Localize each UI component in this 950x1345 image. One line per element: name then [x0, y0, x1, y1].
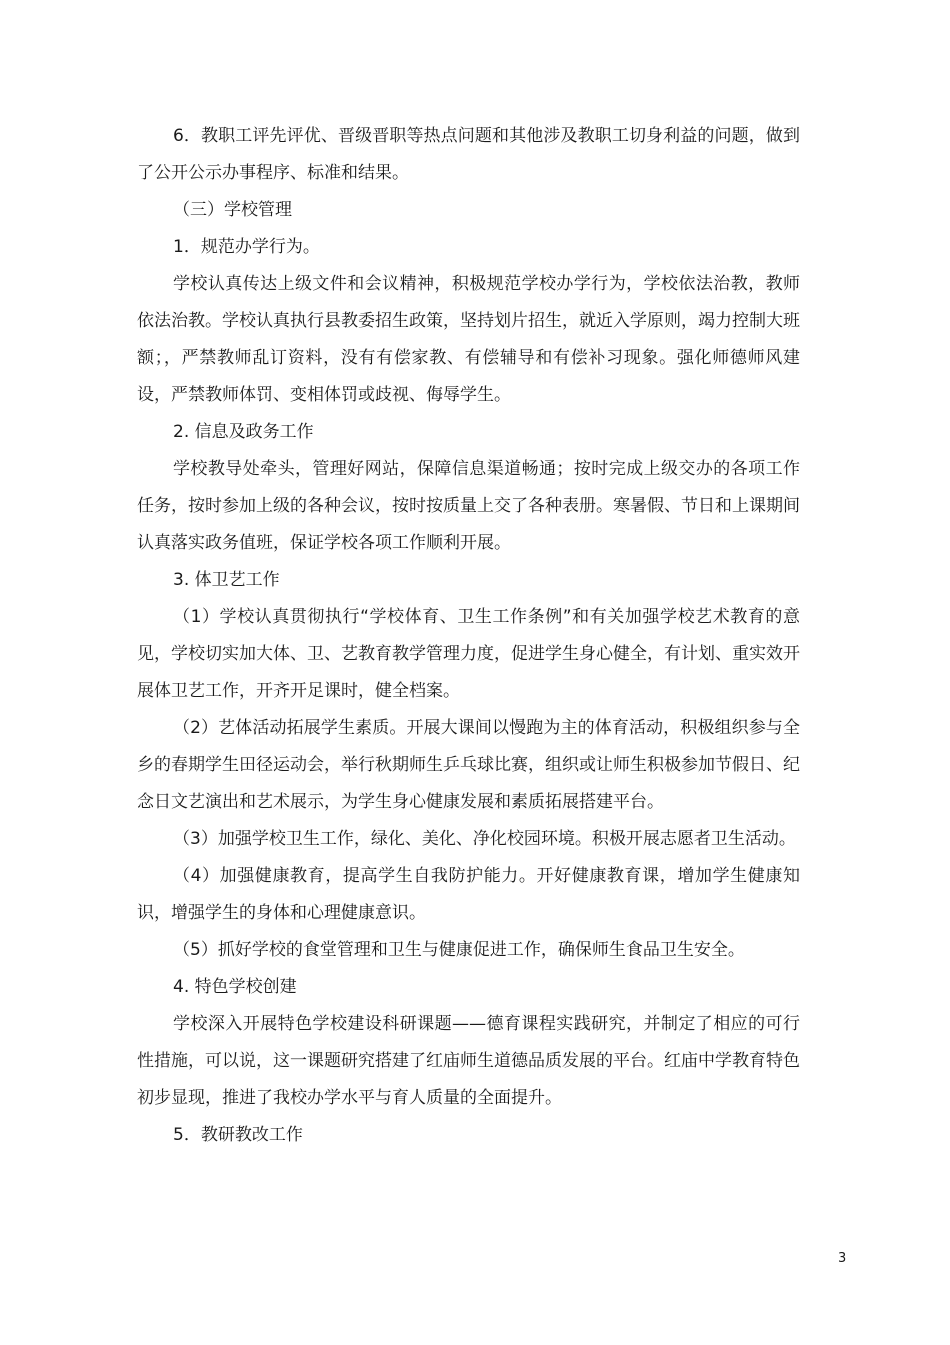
subheading-characteristic-school: 4. 特色学校创建 — [173, 977, 297, 997]
page-content — [137, 118, 800, 1154]
subheading-teaching-research: 5．教研教改工作 — [173, 1125, 303, 1145]
subheading-information-affairs: 2. 信息及政务工作 — [173, 422, 314, 442]
paragraph-item-6: 6．教职工评先评优、晋级晋职等热点问题和其他涉及教职工切身利益的问题，做到了公开公示办事程序、标准和结果。 — [137, 126, 800, 183]
paragraph-sports-4: （4）加强健康教育，提高学生自我防护能力。开好健康教育课，增加学生健康知识，增强学生的身体和心理健康意识。 — [137, 866, 800, 923]
subheading-regulate-conduct: 1．规范办学行为。 — [173, 237, 320, 257]
paragraph-regulate-conduct: 学校认真传达上级文件和会议精神，积极规范学校办学行为，学校依法治教，教师依法治教。学校认真执行县教委招生政策，坚持划片招生，就近入学原则，竭力控制大班额；，严禁教师乱订资料，没有有偿家教、有偿辅导和有偿补习现象。强化师德师风建设，严禁教师体罚、变相体罚或歧视、侮辱学生。 — [137, 274, 800, 405]
paragraph-sports-3: （3）加强学校卫生工作，绿化、美化、净化校园环境。积极开展志愿者卫生活动。 — [173, 829, 796, 849]
page-number: 3 — [838, 1251, 847, 1266]
subheading-sports-health-arts: 3. 体卫艺工作 — [173, 570, 280, 590]
paragraph-sports-1: （1）学校认真贯彻执行“学校体育、卫生工作条例”和有关加强学校艺术教育的意见，学校切实加大体、卫、艺教育教学管理力度，促进学生身心健全，有计划、重实效开展体卫艺工作，开齐开足课时，健全档案。 — [137, 607, 800, 701]
paragraph-sports-2: （2）艺体活动拓展学生素质。开展大课间以慢跑为主的体育活动，积极组织参与全乡的春期学生田径运动会，举行秋期师生乒乓球比赛，组织或让师生积极参加节假日、纪念日文艺演出和艺术展示，为学生身心健康发展和素质拓展搭建平台。 — [137, 718, 800, 812]
paragraph-information-affairs: 学校教导处牵头，管理好网站，保障信息渠道畅通；按时完成上级交办的各项工作任务，按时参加上级的各种会议，按时按质量上交了各种表册。寒暑假、节日和上课期间认真落实政务值班，保证学校各项工作顺利开展。 — [137, 459, 800, 553]
section-heading-school-management: （三）学校管理 — [173, 200, 292, 220]
paragraph-sports-5: （5）抓好学校的食堂管理和卫生与健康促进工作，确保师生食品卫生安全。 — [173, 940, 745, 960]
paragraph-characteristic-school: 学校深入开展特色学校建设科研课题——德育课程实践研究，并制定了相应的可行性措施，可以说，这一课题研究搭建了红庙师生道德品质发展的平台。红庙中学教育特色初步显现，推进了我校办学水平与育人质量的全面提升。 — [137, 1014, 800, 1108]
